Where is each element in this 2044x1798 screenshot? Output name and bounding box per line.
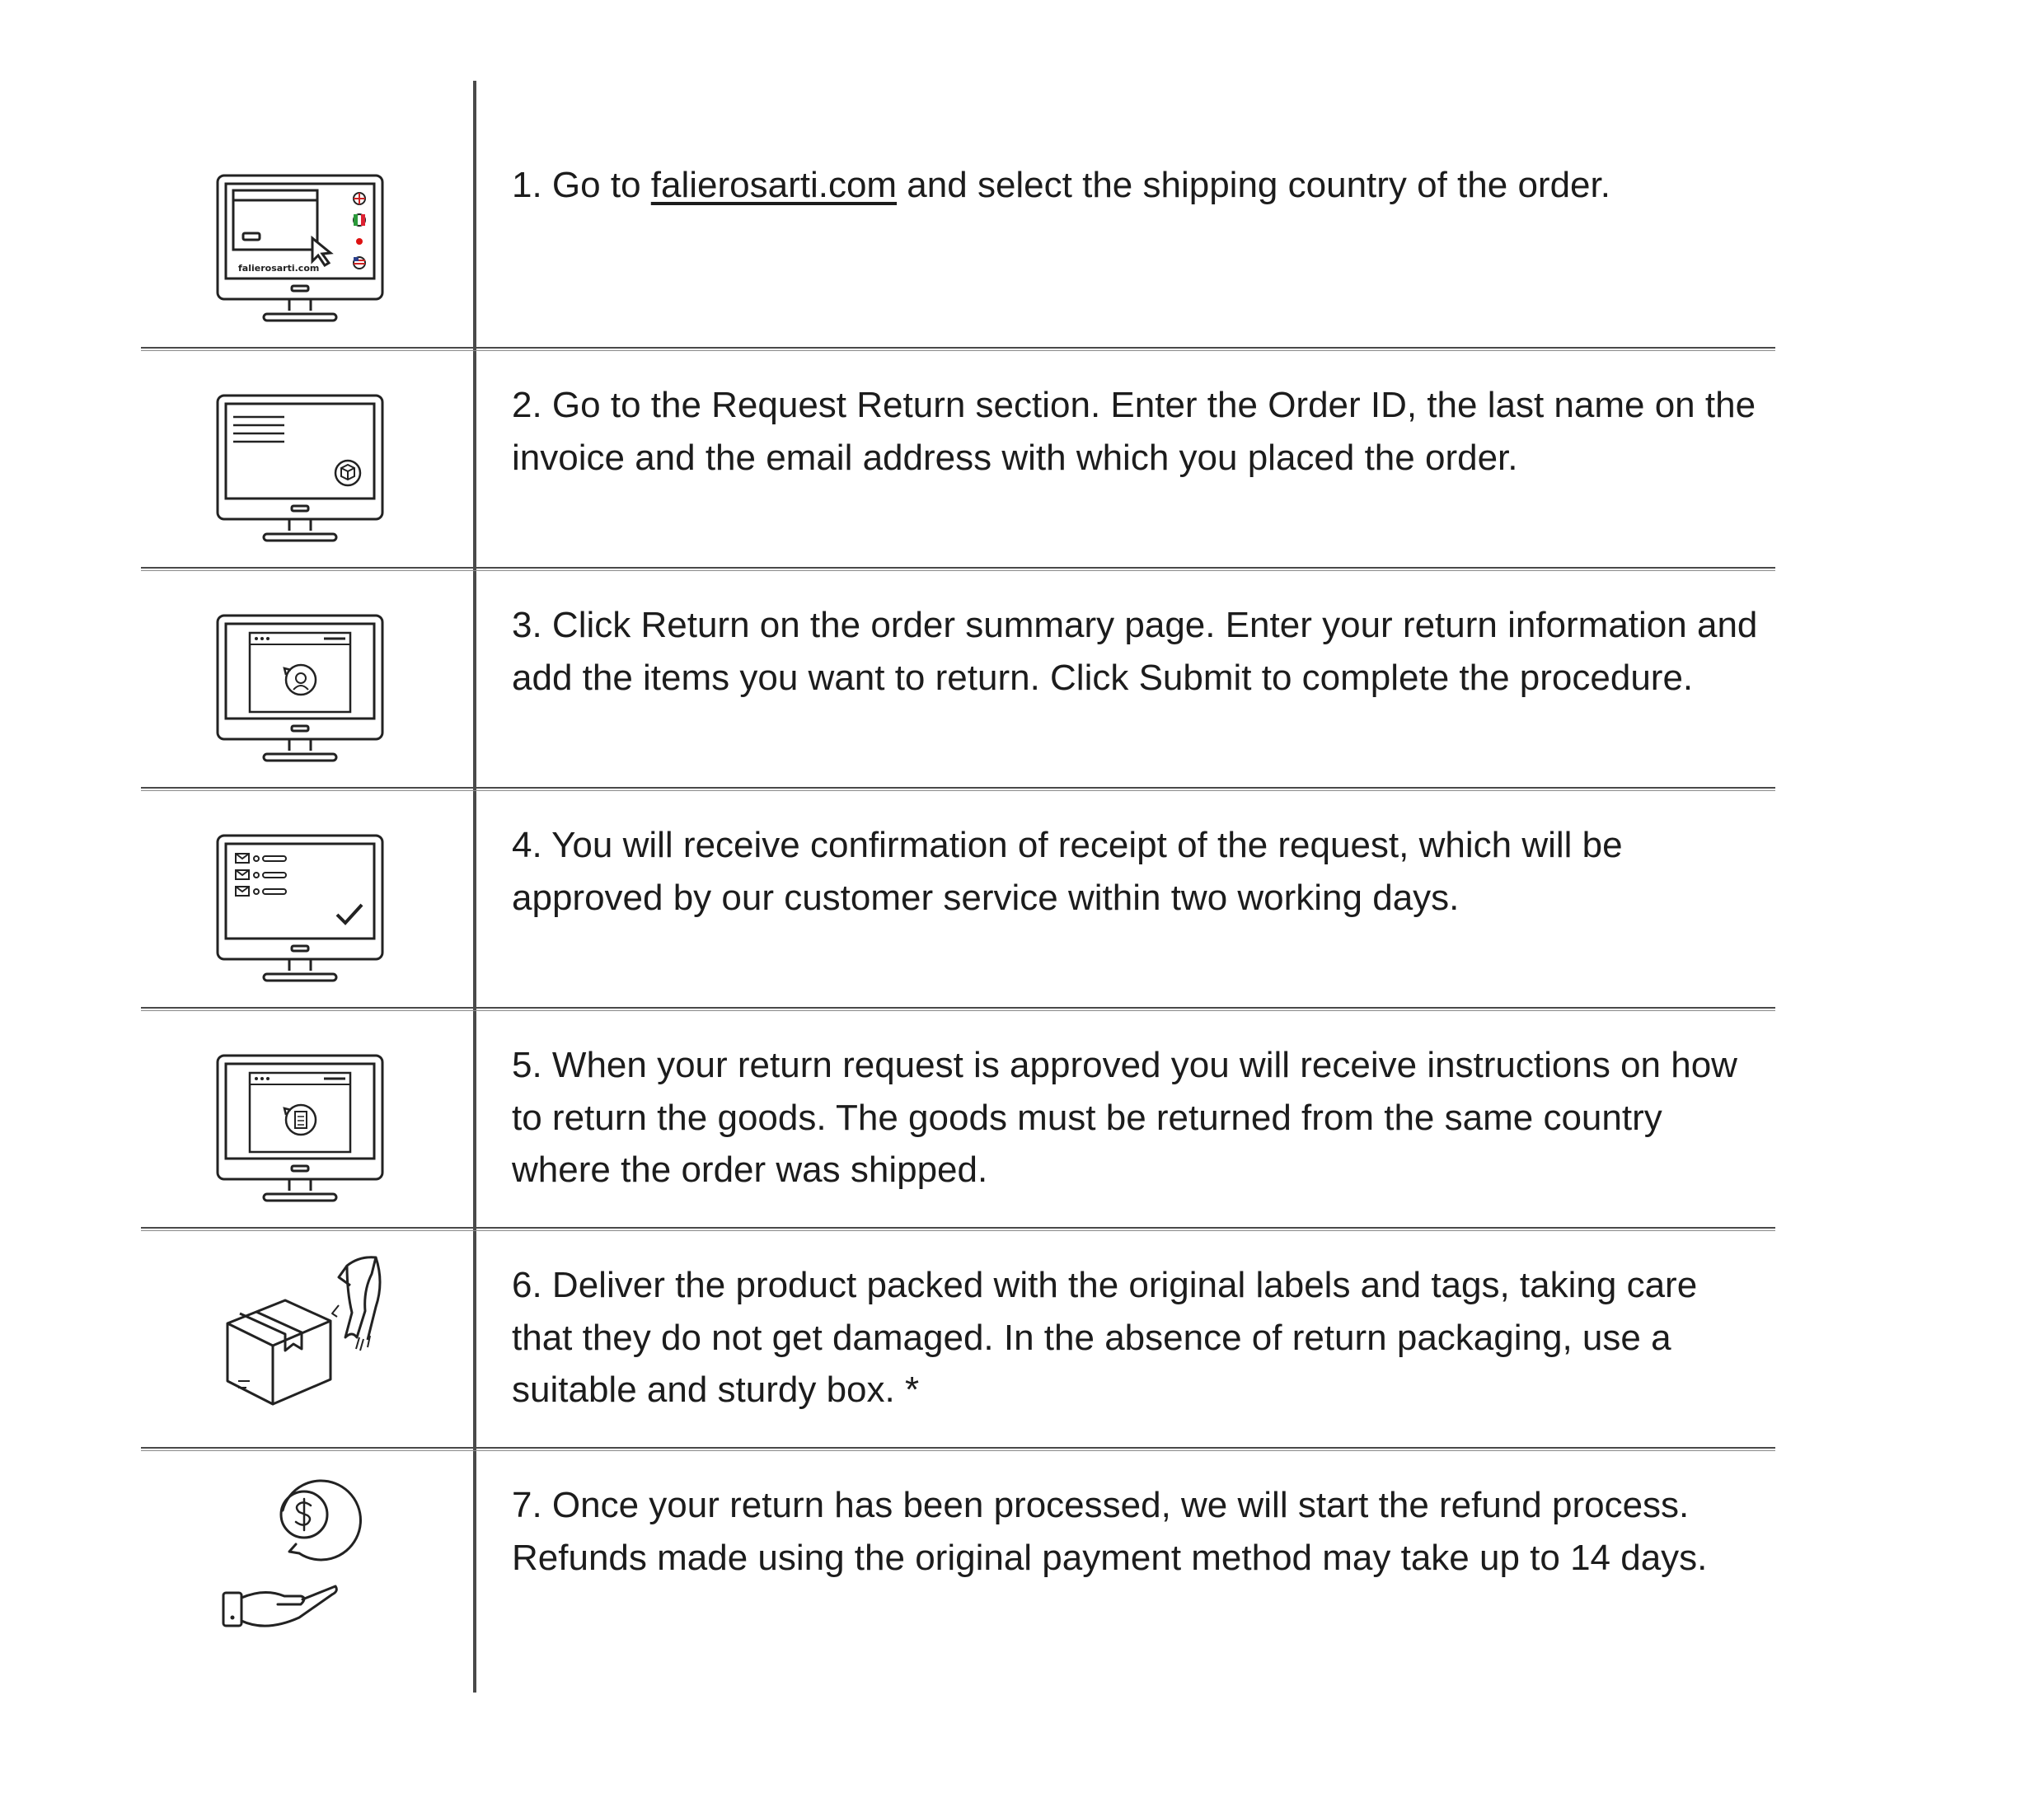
site-link[interactable]: falierosarti.com: [650, 165, 898, 205]
step-text: 3. Click Return on the order summary page. Enter your return information and add the items you want to return. Click Submit to complete the procedure.: [512, 605, 1758, 698]
icon-site-label: falierosarti.com: [238, 263, 320, 274]
step-row-3: [141, 568, 1775, 787]
monitor-return-click-icon: [190, 581, 413, 762]
step-text: 1. Go to falierosarti.com and select the shipping country of the order.: [512, 165, 1610, 205]
step-text: 2. Go to the Request Return section. Enter the Order ID, the last name on the invoice and the email address with which you placed the order.: [512, 385, 1756, 478]
step-text: 5. When your return request is approved you will receive instructions on how to return the goods. The goods must be returned from the same country where the order was shipped.: [512, 1045, 1737, 1190]
monitor-country-select-icon: [190, 141, 413, 322]
monitor-confirmation-icon: [190, 801, 413, 982]
step-text: 4. You will receive confirmation of receipt of the request, which will be approved by our customer service within two working days.: [512, 825, 1623, 918]
step-row-4: [141, 788, 1775, 1007]
step-text: 7. Once your return has been processed, we will start the refund process. Refunds made using the original payment method may take up to 14 days.: [512, 1485, 1708, 1578]
step-row-5: [141, 1008, 1775, 1227]
step-row-6: [141, 1228, 1775, 1447]
monitor-request-return-icon: [190, 361, 413, 542]
step-row-7: [141, 1448, 1775, 1667]
monitor-return-instructions-icon: [190, 1021, 413, 1202]
box-scarf-icon: [190, 1241, 413, 1422]
step-row-1: [141, 128, 1775, 347]
step-row-2: [141, 348, 1775, 567]
refund-hand-icon: [190, 1461, 413, 1642]
step-text: 6. Deliver the product packed with the original labels and tags, taking care that they do not get damaged. In the absence of return packaging, use a suitable and sturdy box. *: [512, 1265, 1698, 1410]
